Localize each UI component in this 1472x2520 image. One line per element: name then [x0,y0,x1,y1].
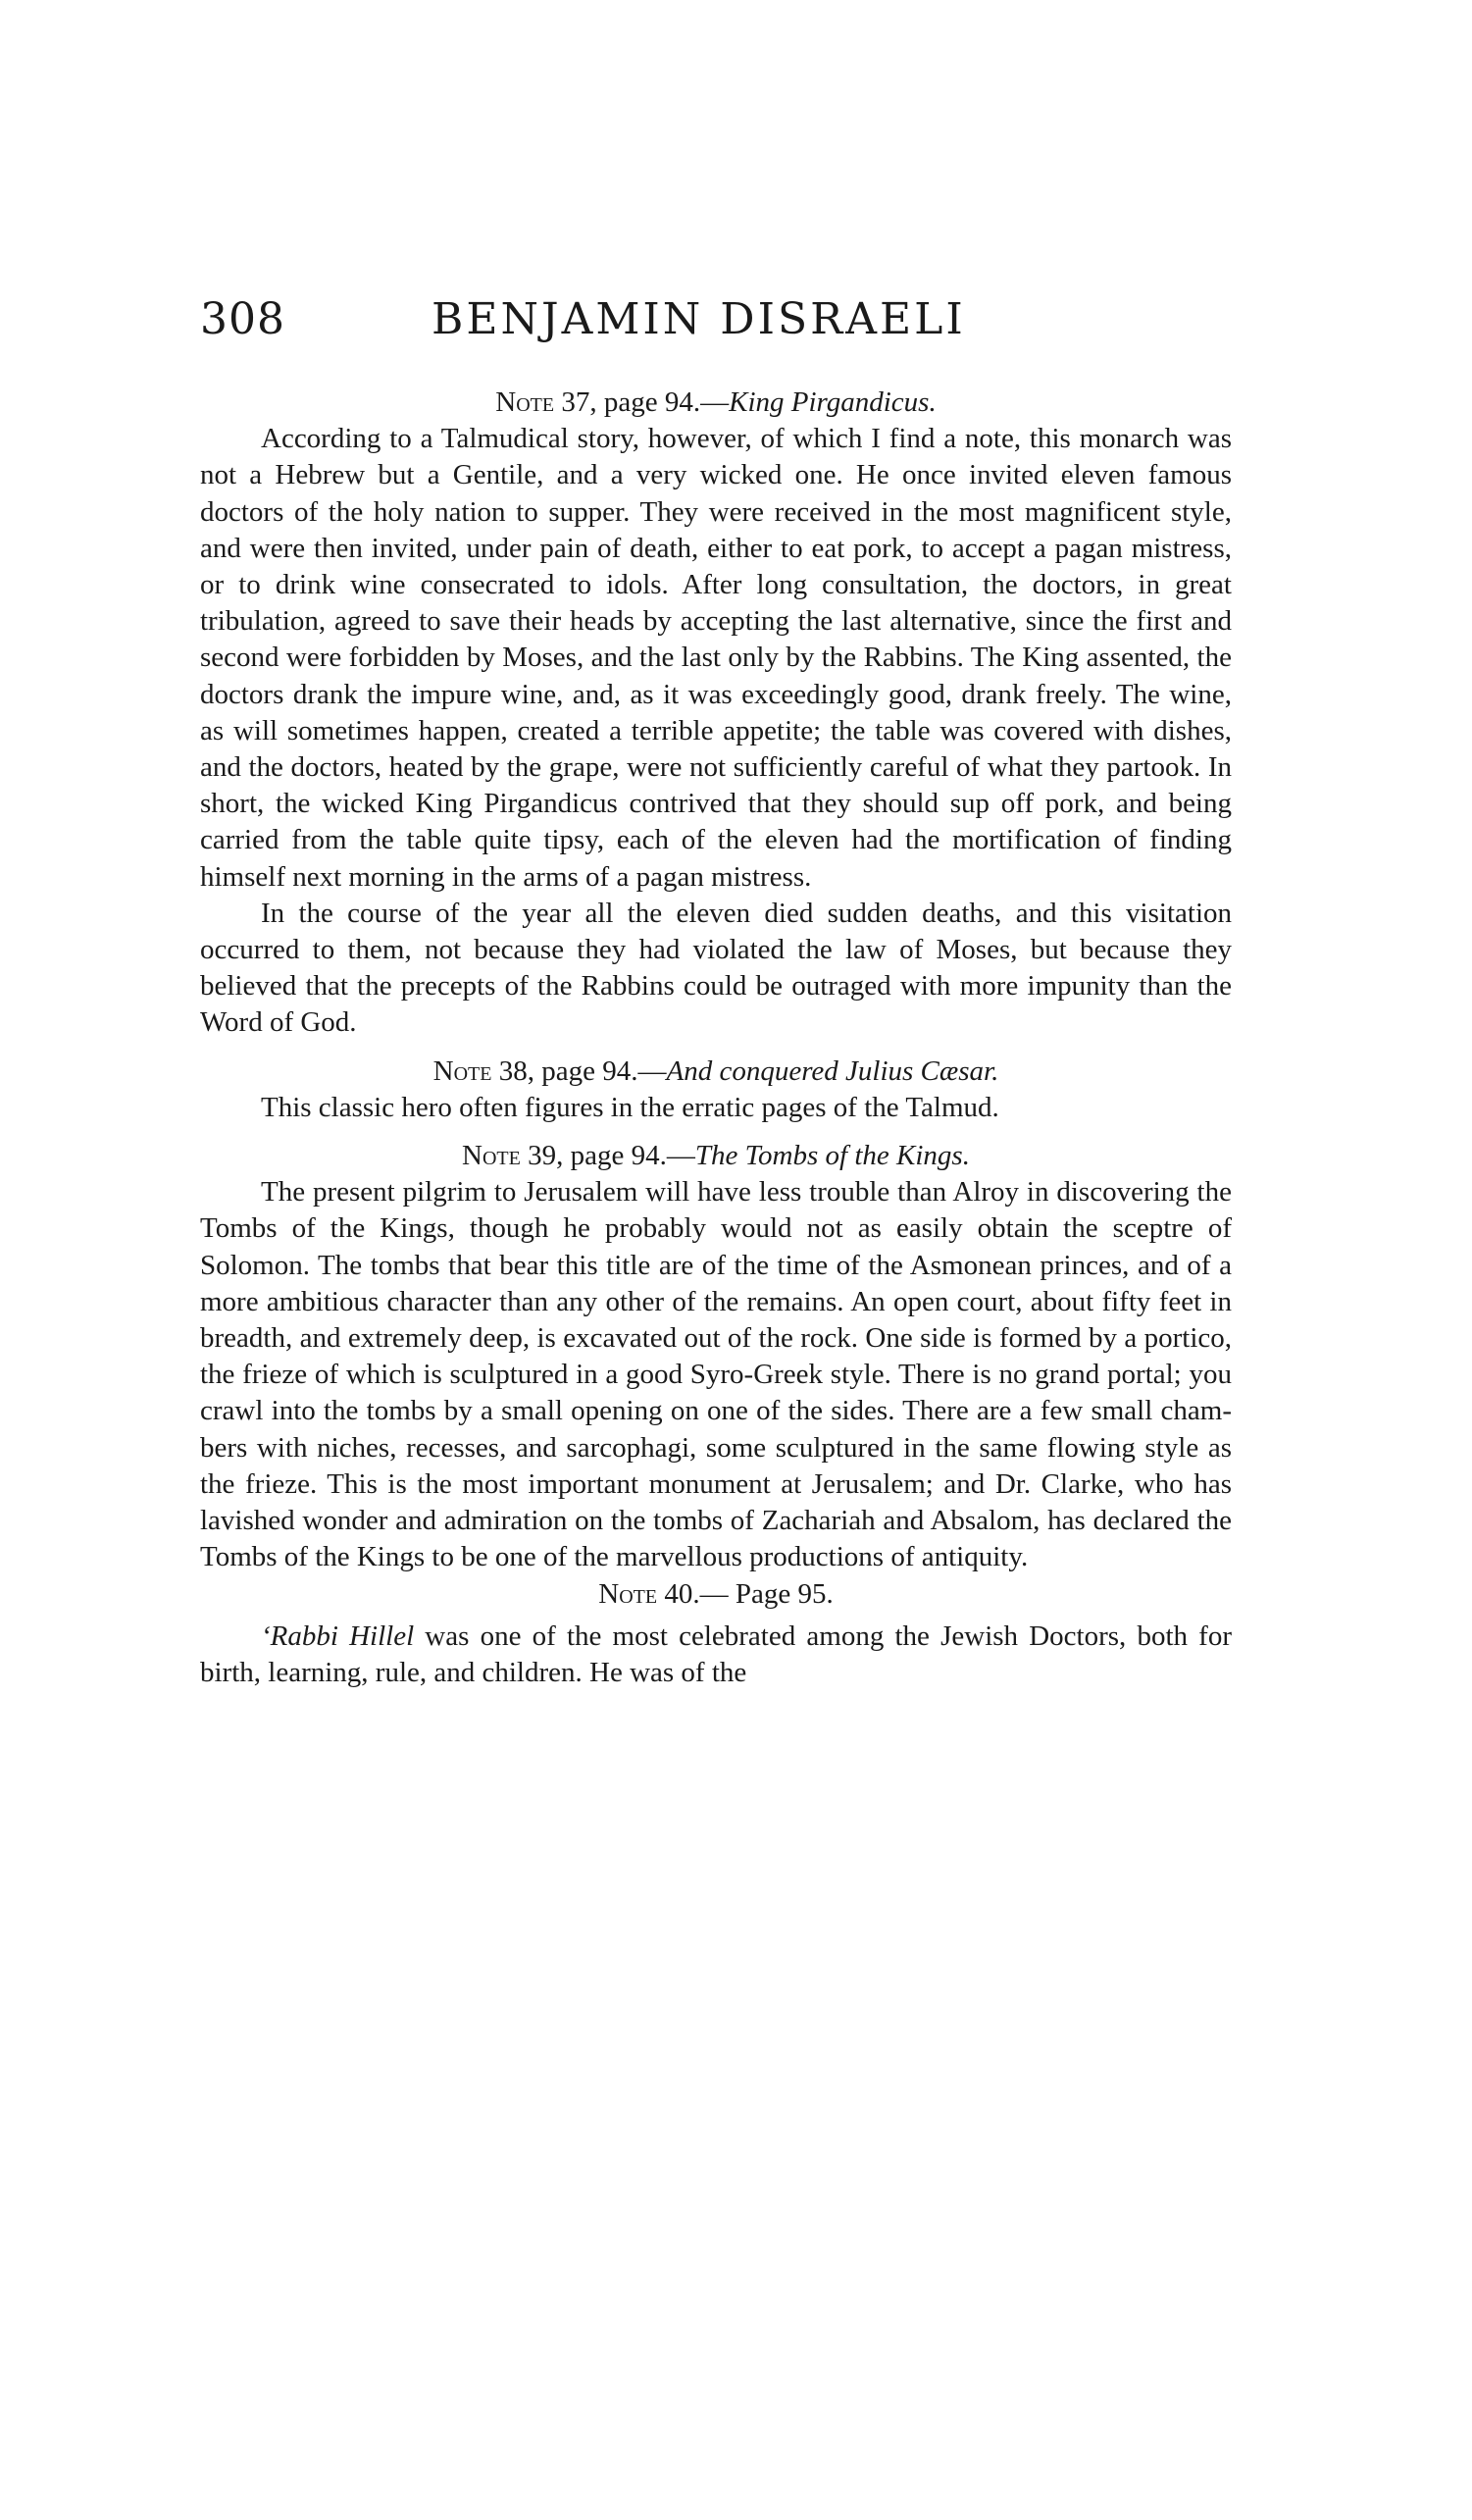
body-text [200,385,1232,1691]
note-title: King Pirgandicus. [729,386,937,418]
note-37-paragraph-1: According to a Talmudical story, however, of which I find a note, this monarch was not a Hebrew but a Gentile, and a very wicked one. He once invited eleven famous doctors of the holy nation to supper. They were received in the most magnificent style, and were then invited, under pain of death, either to eat pork, to accept a pagan mistress, or to drink wine consecrated to idols. After long consultation, the doctors, in great tribulation, agreed to save their heads by accepting the last alternative, since the first and second were forbidden by Moses, and the last only by the Rabbins. The King assented, the doctors drank the impure wine, and, as it was exceedingly good, drank freely. The wine, as will sometimes happen, created a terrible appetite; the table was covered with dishes, and the doctors, heated by the grape, were not sufficiently careful of what they partook. In short, the wicked King Pirgandicus contrived that they should sup off pork, and being carried from the table quite tipsy, each of the eleven had the mortification of finding himself next morning in the arms of a pagan mistress. [200,423,1232,893]
note-38-heading [200,1054,1232,1090]
note-label: Note [462,1140,521,1172]
note-reference: 39, page 94.— [520,1140,695,1172]
note-reference: 37, page 94.— [554,386,730,418]
note-reference: 40.— Page 95. [657,1577,834,1610]
page-header [200,294,1240,353]
page-number: 308 [200,294,285,344]
rabbi-hillel-name: ‘Rabbi Hillel [261,1620,415,1652]
note-label: Note [598,1577,658,1610]
note-title: The Tombs of the Kings. [694,1140,970,1172]
note-label: Note [495,386,555,418]
note-label: Note [432,1054,492,1087]
note-38-paragraph-1: This classic hero often figures in the erratic pages of the Talmud. [261,1091,999,1123]
note-39-heading [200,1138,1232,1174]
running-title: BENJAMIN DISRAELI [431,294,966,344]
note-37-paragraph-2: In the course of the year all the eleven died sudden deaths, and this visitation occurred to them, not because they had violated the law of Moses, but because they believed that the precepts of the Rabbins could be outraged with more impunity than the Word of God. [200,897,1232,1039]
note-reference: 38, page 94.— [491,1054,667,1087]
note-37-heading [200,385,1232,421]
note-title: And conquered Julius Cæsar. [666,1054,999,1087]
note-40-heading [200,1576,1232,1613]
note-40-paragraph-1 [200,1619,1232,1691]
note-40-text: was one of the most celebrated among the Jewish Doctors, both for birth, learning, rule, and children. He was of the [200,1620,1232,1688]
note-39-paragraph-1: The present pilgrim to Jerusalem will have less trouble than Alroy in discovering the Tombs of the Kings, though he probably would not as easily obtain the sceptre of Solomon. The tombs that bear this title are of the time of the Asmonean princes, and of a more ambitious character than any other of the remains. An open court, about fifty feet in breadth, and extremely deep, is excavated out of the rock. One side is formed by a portico, the frieze of which is sculptured in a good Syro-Greek style. There is no grand portal; you crawl into the tombs by a small opening on one of the sides. There are a few small chambers with niches, recesses, and sarcophagi, some sculptured in the same flowing style as the frieze. This is the most important monument at Jerusalem; and Dr. Clarke, who has lavished wonder and admiration on the tombs of Zachariah and Absalom, has declared the Tombs of the Kings to be one of the marvellous productions of antiquity. [200,1176,1232,1573]
